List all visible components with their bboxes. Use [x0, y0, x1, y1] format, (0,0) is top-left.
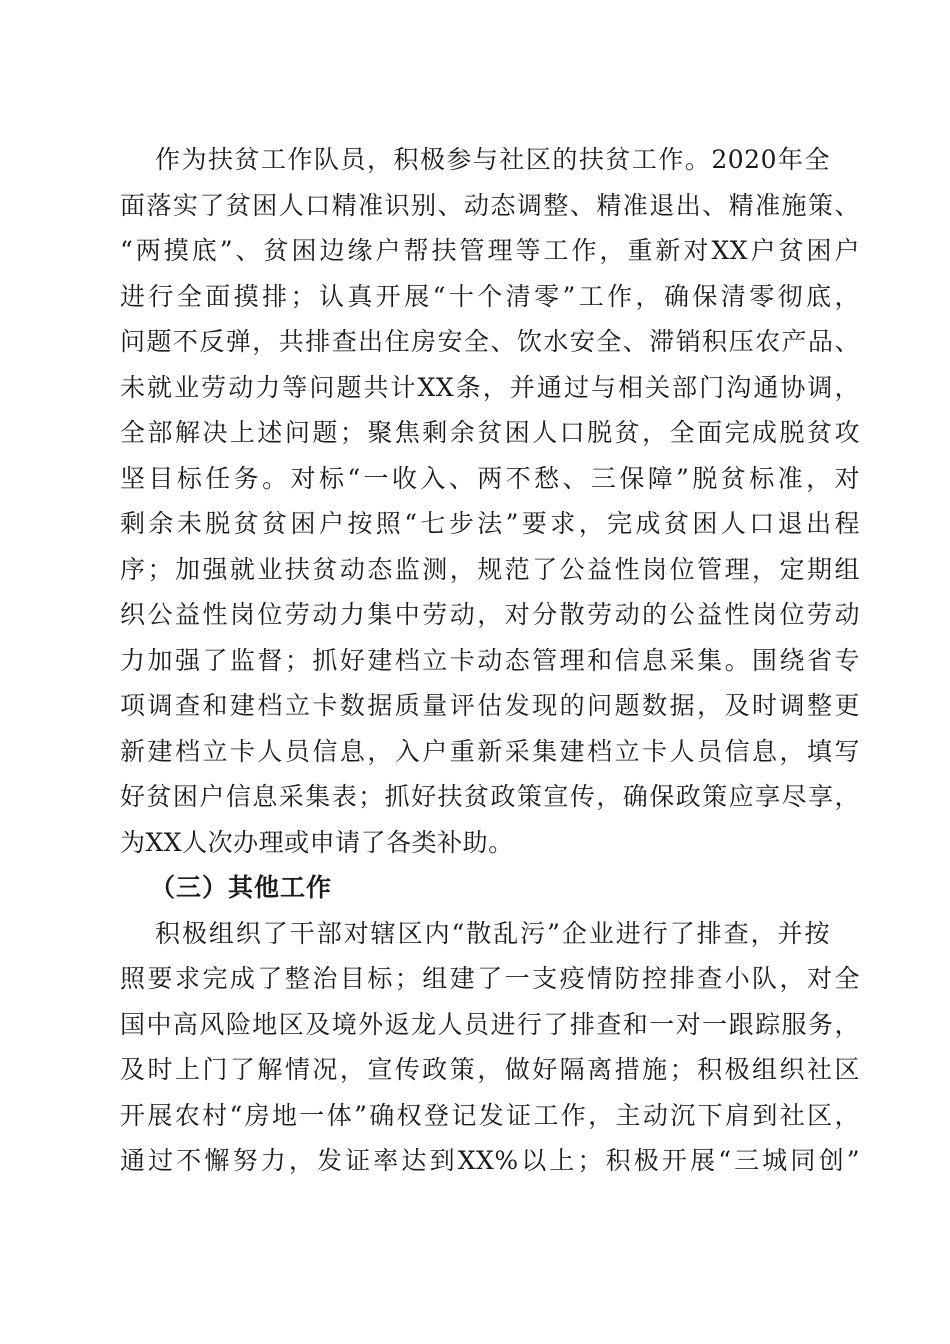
paragraph-1-line-7: 全部解决上述问题；聚焦剩余贫困人口脱贫，全面完成脱贫攻 [120, 418, 860, 447]
paragraph-2-line-2: 照要求完成了整治目标；组建了一支疫情防控排查小队，对全 [120, 964, 860, 993]
paragraph-2-line-3: 国中高风险地区及境外返龙人员进行了排查和一对一跟踪服务， [120, 1010, 860, 1039]
paragraph-1-line-6: 未就业劳动力等问题共计XX条，并通过与相关部门沟通协调， [120, 373, 860, 402]
paragraph-1-line-8: 坚目标任务。对标“一收入、两不愁、三保障”脱贫标准，对 [120, 464, 860, 493]
section-heading: （三）其他工作 [150, 873, 333, 902]
paragraph-1-line-9: 剩余未脱贫贫困户按照“七步法”要求，完成贫困人口退出程 [120, 509, 860, 538]
paragraph-2-line-5: 开展农村“房地一体”确权登记发证工作，主动沉下肩到社区， [120, 1101, 860, 1130]
paragraph-1-line-4: 进行全面摸排；认真开展“十个清零”工作，确保清零彻底， [120, 282, 860, 311]
paragraph-1-line-10: 序；加强就业扶贫动态监测，规范了公益性岗位管理，定期组 [120, 555, 860, 584]
paragraph-2-line-6: 通过不懈努力，发证率达到XX%以上；积极开展“三城同创” [120, 1146, 860, 1175]
paragraph-1-line-11: 织公益性岗位劳动力集中劳动，对分散劳动的公益性岗位劳动 [120, 600, 860, 629]
paragraph-2-line-4: 及时上门了解情况，宣传政策，做好隔离措施；积极组织社区 [120, 1055, 860, 1084]
paragraph-1-line-16: 为XX人次办理或申请了各类补助。 [120, 828, 514, 857]
paragraph-1-line-5: 问题不反弹，共排查出住房安全、饮水安全、滞销积压农产品、 [120, 327, 860, 356]
paragraph-1-line-15: 好贫困户信息采集表；抓好扶贫政策宣传，确保政策应享尽享， [120, 782, 860, 811]
paragraph-1-line-1: 作为扶贫工作队员，积极参与社区的扶贫工作。2020年全 [155, 145, 830, 174]
paragraph-1-line-3: “两摸底”、贫困边缘户帮扶管理等工作，重新对XX户贫困户 [120, 236, 860, 265]
paragraph-1-line-13: 项调查和建档立卡数据质量评估发现的问题数据，及时调整更 [120, 691, 860, 720]
paragraph-2-line-1: 积极组织了干部对辖区内“散乱污”企业进行了排查，并按 [155, 919, 830, 948]
paragraph-1-line-14: 新建档立卡人员信息，入户重新采集建档立卡人员信息，填写 [120, 737, 860, 766]
paragraph-1-line-12: 力加强了监督；抓好建档立卡动态管理和信息采集。围绕省专 [120, 646, 860, 675]
paragraph-1-line-2: 面落实了贫困人口精准识别、动态调整、精准退出、精准施策、 [120, 191, 860, 220]
